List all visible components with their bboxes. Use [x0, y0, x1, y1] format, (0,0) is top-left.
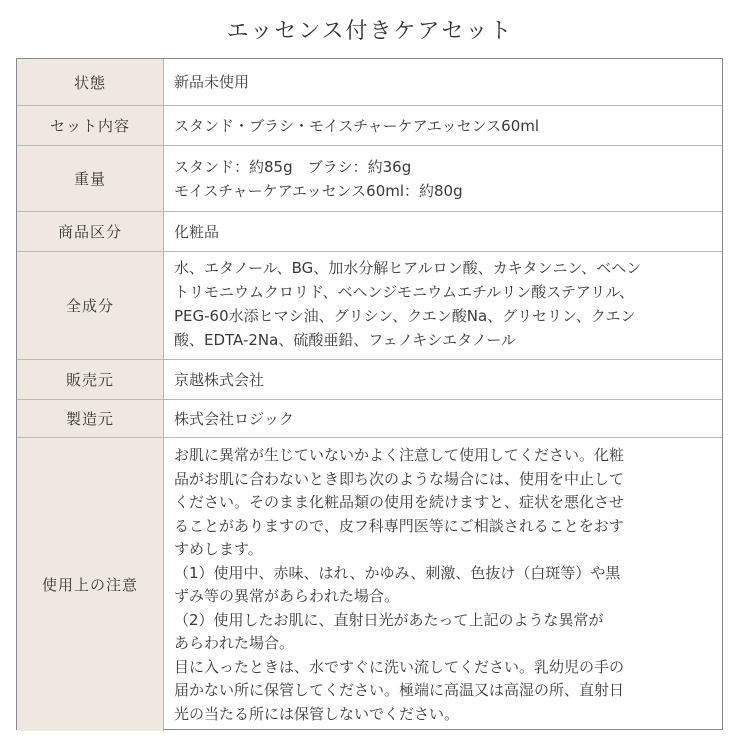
- value-line: トリモニウムクロリド、ベヘンジモニウムエチルリン酸ステアリル、: [174, 283, 635, 301]
- row-label-manufacturer: 製造元: [17, 400, 164, 437]
- value-line: 化粧品: [174, 222, 220, 241]
- value-line: 酸、EDTA-2Na、硫酸亜鉛、フェノキシエタノール: [174, 331, 516, 349]
- value-line: お肌に異常が生じていないかよく注意して使用してください。化粧: [174, 446, 625, 464]
- row-value-ingredients: [174, 256, 714, 352]
- row-label-set-contents: セット内容: [17, 106, 164, 145]
- table-row-condition: [17, 59, 722, 105]
- value-line: 品がお肌に合わないとき即ち次のような場合には、使用を中止して: [174, 469, 625, 488]
- row-label-precautions: 使用上の注意: [17, 438, 164, 731]
- value-line: （2）使用したお肌に、直射日光があたって上記のような異常が: [174, 610, 604, 629]
- table-row-category: [17, 211, 722, 251]
- table-row-weight: [17, 145, 722, 211]
- row-value-set-contents: [174, 106, 714, 145]
- table-row-manufacturer: [17, 399, 722, 437]
- value-line: すめします。: [174, 540, 263, 558]
- table-row-set-contents: [17, 105, 722, 145]
- spec-table: [16, 58, 723, 730]
- row-value-weight: [174, 146, 714, 211]
- row-value-distributor: [174, 360, 714, 399]
- value-line: スタンド：約85g ブラシ：約36g: [174, 157, 412, 176]
- value-line: 株式会社ロジック: [174, 409, 295, 428]
- value-line: 届かない所に保管してください。極端に高温又は高湿の所、直射日: [174, 681, 625, 699]
- table-row-distributor: [17, 359, 722, 399]
- row-value-manufacturer: [174, 400, 714, 437]
- row-label-category: 商品区分: [17, 212, 164, 251]
- row-label-distributor: 販売元: [17, 360, 164, 399]
- row-label-weight: 重量: [17, 146, 164, 211]
- page-title: エッセンス付きケアセット: [226, 19, 514, 44]
- value-line: PEG-60水添ヒマシ油、グリシン、クエン酸Na、グリセリン、クエン: [174, 307, 636, 325]
- value-line: 目に入ったときは、水ですぐに洗い流してください。乳幼児の手の: [174, 657, 625, 676]
- row-label-condition: 状態: [17, 59, 164, 105]
- value-line: あらわれた場合。: [174, 634, 295, 652]
- value-line: ることがありますので、皮フ科専門医等にご相談されることをおす: [174, 516, 624, 535]
- value-line: 新品未使用: [174, 73, 250, 91]
- row-value-category: [174, 212, 714, 251]
- value-line: 光の当たる所には保管しないでください。: [174, 704, 460, 723]
- row-value-precautions: [174, 444, 714, 726]
- table-row-ingredients: [17, 251, 722, 359]
- row-value-condition: [174, 59, 714, 105]
- row-label-ingredients: 全成分: [17, 252, 164, 359]
- value-line: ください。そのまま化粧品類の使用を続けますと、症状を悪化させ: [174, 493, 625, 511]
- value-line: スタンド・ブラシ・モイスチャーケアエッセンス60ml: [174, 116, 540, 135]
- value-line: モイスチャーケアエッセンス60ml：約80g: [174, 181, 463, 200]
- value-line: （1）使用中、赤味、はれ、かゆみ、刺激、色抜け（白斑等）や黒: [174, 563, 621, 582]
- value-line: 水、エタノール、BG、加水分解ヒアルロン酸、カキタンニン、ベヘン: [174, 259, 642, 277]
- table-row-precautions: [17, 437, 722, 731]
- value-line: ずみ等の異常があらわれた場合。: [174, 587, 400, 605]
- value-line: 京越株式会社: [174, 370, 265, 389]
